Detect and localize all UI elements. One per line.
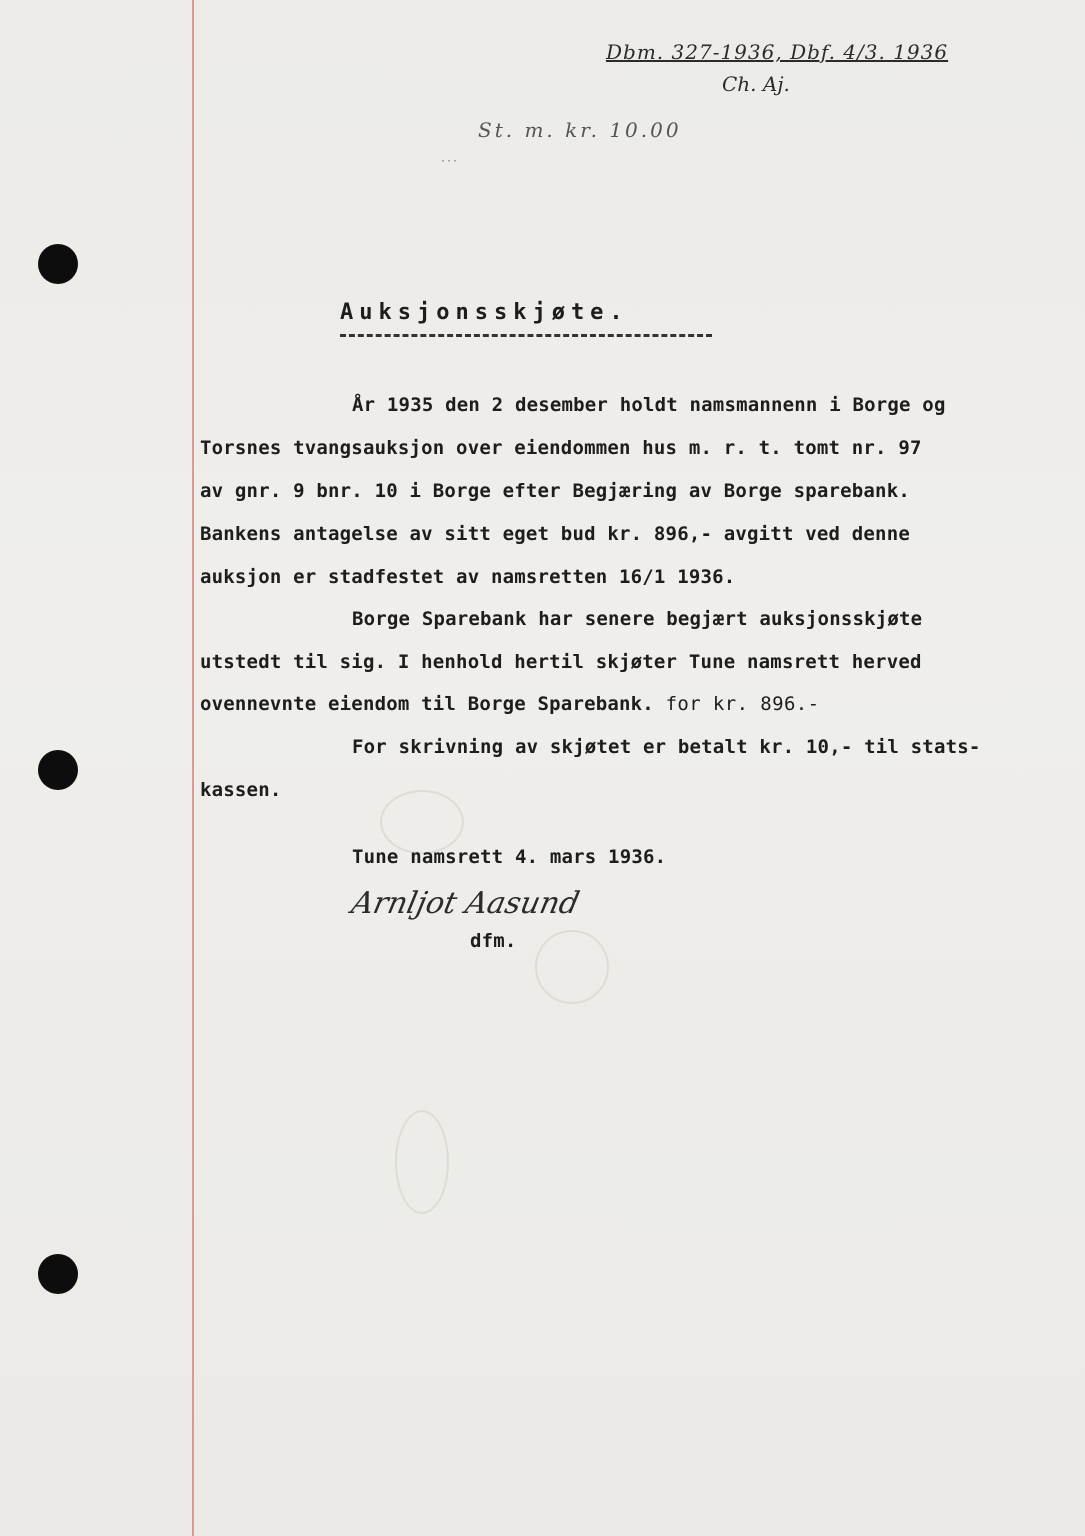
signer-title: dfm.: [470, 930, 517, 952]
signature: Arnljot Aasund: [348, 886, 583, 921]
paragraph-3-line-1: For skrivning av skjøtet er betalt kr. 10,- til stats-: [352, 736, 981, 758]
margin-rule: [192, 0, 194, 1536]
paragraph-1-line-1: År 1935 den 2 desember holdt namsmannenn i Borge og: [352, 394, 946, 416]
paragraph-1-line-4: Bankens antagelse av sitt eget bud kr. 896,- avgitt ved denne: [200, 523, 910, 545]
faint-stamp-1: [380, 790, 464, 854]
place-and-date: Tune namsrett 4. mars 1936.: [352, 846, 667, 868]
ink-smudge: ···: [440, 156, 459, 167]
faint-stamp-2: [535, 930, 609, 1004]
paragraph-2-line-1: Borge Sparebank har senere begjært auksjonsskjøte: [352, 608, 923, 630]
paragraph-2-line-3-text: ovennevnte eiendom til Borge Sparebank.: [200, 693, 654, 715]
paragraph-2-line-2: utstedt til sig. I henhold hertil skjøter Tune namsrett herved: [200, 651, 922, 673]
paragraph-1-line-3: av gnr. 9 bnr. 10 i Borge efter Begjæring av Borge sparebank.: [200, 480, 910, 502]
document-title: Auksjonsskjøte.: [340, 300, 629, 325]
punch-hole-middle: [38, 750, 78, 790]
punch-hole-bottom: [38, 1254, 78, 1294]
paragraph-3-line-2: kassen.: [200, 779, 282, 801]
registration-note: Dbm. 327-1936, Dbf. 4/3. 1936: [606, 40, 949, 64]
paragraph-2-line-3: [200, 693, 819, 715]
title-underline: [340, 334, 712, 337]
stamp-fee-note: St. m. kr. 10.00: [478, 118, 682, 142]
clerk-initials: Ch. Aj.: [722, 72, 790, 96]
punch-hole-top: [38, 244, 78, 284]
faint-stamp-3: [395, 1110, 449, 1214]
paragraph-1-line-5: auksjon er stadfestet av namsretten 16/1 1936.: [200, 566, 736, 588]
paragraph-1-line-2: Torsnes tvangsauksjon over eiendommen hus m. r. t. tomt nr. 97: [200, 437, 922, 459]
paragraph-2-addendum: for kr. 896.-: [665, 693, 820, 715]
